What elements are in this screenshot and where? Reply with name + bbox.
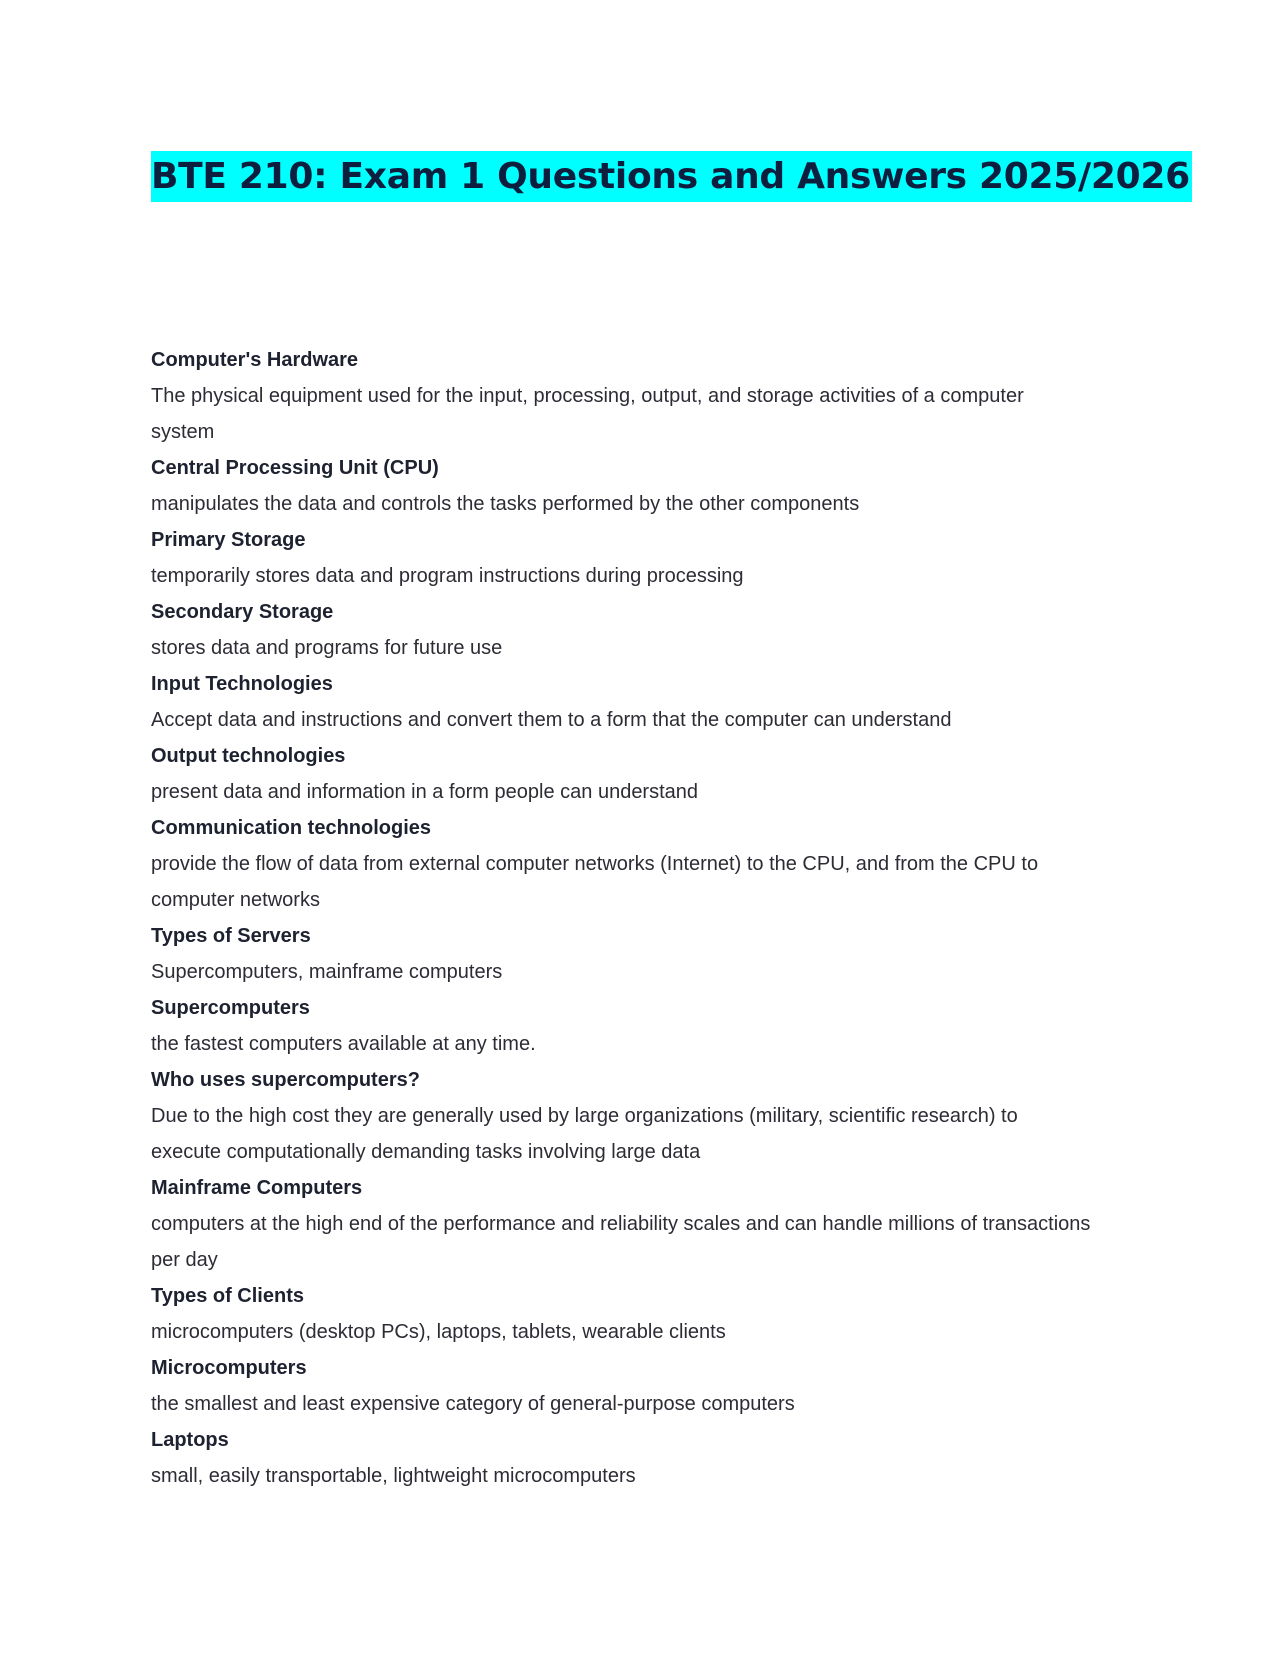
term-secondary-storage: Secondary Storage bbox=[151, 601, 334, 623]
qa-item bbox=[151, 738, 1091, 810]
qa-item bbox=[151, 990, 1091, 1062]
term-input-technologies: Input Technologies bbox=[151, 673, 333, 695]
qa-item bbox=[151, 1350, 1091, 1422]
term-microcomputers: Microcomputers bbox=[151, 1357, 307, 1379]
definition-output-technologies: present data and information in a form people can understand bbox=[151, 781, 699, 803]
definition-communication-technologies: provide the flow of data from external computer networks (Internet) to the CPU, and from the CPU to computer networks bbox=[151, 853, 1039, 911]
term-mainframe-computers: Mainframe Computers bbox=[151, 1177, 363, 1199]
definition-computers-hardware: The physical equipment used for the input, processing, output, and storage activities of a computer system bbox=[151, 385, 1024, 443]
definition-mainframe-computers: computers at the high end of the performance and reliability scales and can handle millions of transactions per day bbox=[151, 1213, 1091, 1271]
title-highlight bbox=[151, 151, 1192, 202]
term-computers-hardware: Computer's Hardware bbox=[151, 349, 359, 371]
term-types-of-clients: Types of Clients bbox=[151, 1285, 304, 1307]
qa-item bbox=[151, 450, 1091, 522]
term-communication-technologies: Communication technologies bbox=[151, 817, 432, 839]
term-output-technologies: Output technologies bbox=[151, 745, 346, 767]
term-cpu: Central Processing Unit (CPU) bbox=[151, 457, 439, 479]
definition-who-uses-supercomputers: Due to the high cost they are generally used by large organizations (military, scientific research) to execute computationally demanding tasks involving large data bbox=[151, 1105, 1018, 1163]
definition-input-technologies: Accept data and instructions and convert them to a form that the computer can understand bbox=[151, 709, 952, 731]
definition-laptops: small, easily transportable, lightweight microcomputers bbox=[151, 1465, 636, 1487]
qa-item bbox=[151, 1170, 1091, 1278]
definition-types-of-clients: microcomputers (desktop PCs), laptops, tablets, wearable clients bbox=[151, 1321, 726, 1343]
term-types-of-servers: Types of Servers bbox=[151, 925, 311, 947]
definition-supercomputers: the fastest computers available at any time. bbox=[151, 1033, 536, 1055]
definition-secondary-storage: stores data and programs for future use bbox=[151, 637, 503, 659]
definition-types-of-servers: Supercomputers, mainframe computers bbox=[151, 961, 503, 983]
definition-cpu: manipulates the data and controls the tasks performed by the other components bbox=[151, 493, 860, 515]
qa-item bbox=[151, 522, 1091, 594]
qa-item bbox=[151, 918, 1091, 990]
term-who-uses-supercomputers: Who uses supercomputers? bbox=[151, 1069, 420, 1091]
qa-item bbox=[151, 1278, 1091, 1350]
definition-microcomputers: the smallest and least expensive category of general-purpose computers bbox=[151, 1393, 795, 1415]
definition-primary-storage: temporarily stores data and program instructions during processing bbox=[151, 565, 744, 587]
qa-item bbox=[151, 810, 1091, 918]
qa-list bbox=[151, 342, 1091, 1494]
qa-item bbox=[151, 594, 1091, 666]
term-primary-storage: Primary Storage bbox=[151, 529, 306, 551]
qa-item bbox=[151, 1062, 1091, 1170]
qa-item bbox=[151, 342, 1091, 450]
term-laptops: Laptops bbox=[151, 1429, 229, 1451]
term-supercomputers: Supercomputers bbox=[151, 997, 310, 1019]
qa-item bbox=[151, 666, 1091, 738]
page-title: BTE 210: Exam 1 Questions and Answers 2025/2026 bbox=[151, 156, 1190, 197]
qa-item bbox=[151, 1422, 1091, 1494]
